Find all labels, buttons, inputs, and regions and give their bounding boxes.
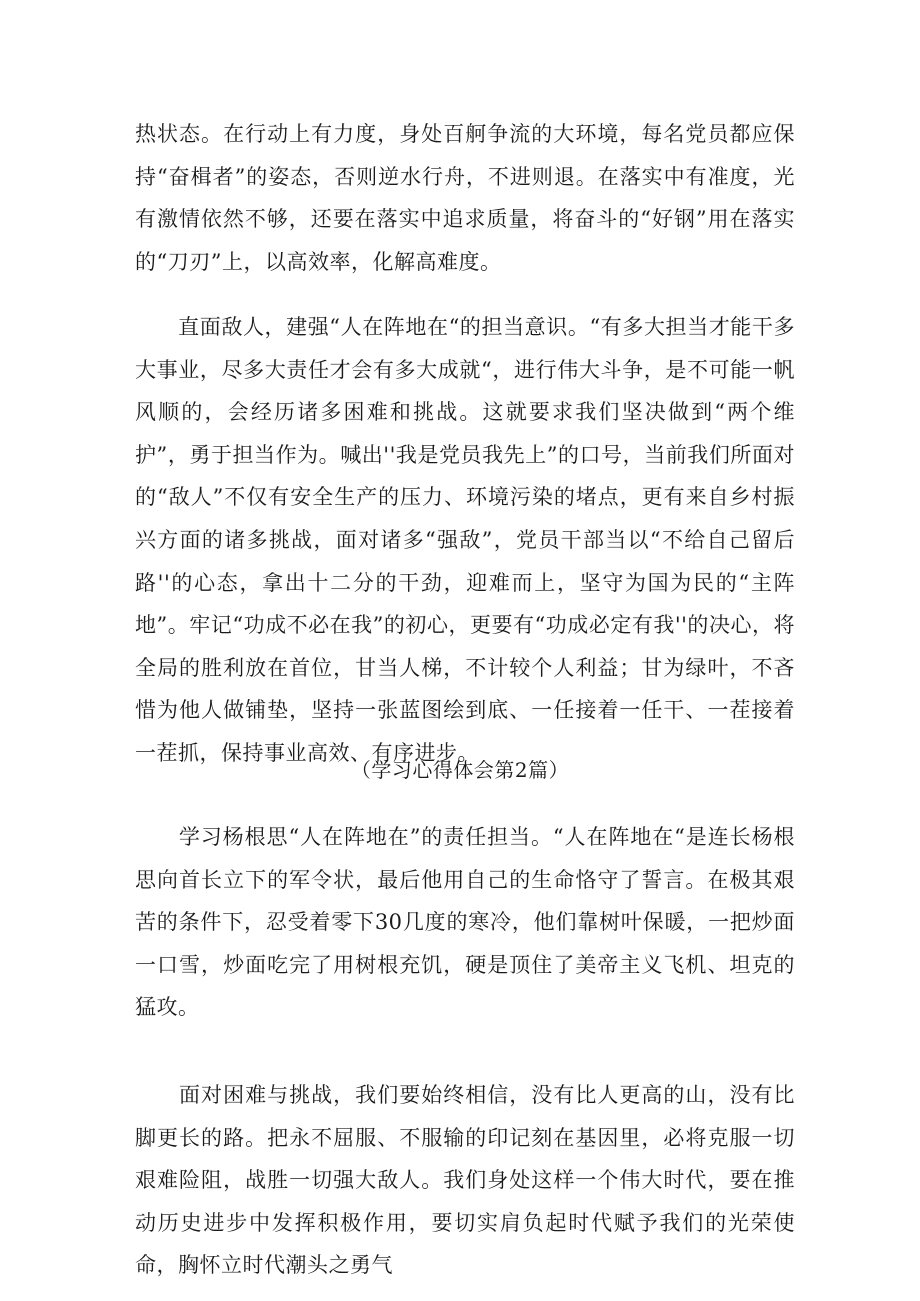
paragraph-3: 学习杨根思“人在阵地在”的责任担当。“人在阵地在“是连长杨根思向首长立下的军令状，最后他用自己的生命恪守了誓言。在极其艰苦的条件下，忍受着零下30几度的寒冷，他们靠树叶保暖，一把炒面一口雪，炒面吃完了用树根充饥，硬是顶住了美帝主义飞机、坦克的猛攻。 — [135, 825, 795, 1020]
section-heading: （学习心得体会第2篇） — [350, 758, 570, 782]
paragraph-1: 热状态。在行动上有力度，身处百舸争流的大环境，每名党员都应保持“奋楫者”的姿态，否则逆水行舟，不进则退。在落实中有准度，光有激情依然不够，还要在落实中追求质量，将奋斗的“好钢”用在落实的“刀刃”上，以高效率，化解高难度。 — [135, 122, 795, 274]
paragraph-4: 面对困难与挑战，我们要始终相信，没有比人更高的山，没有比脚更长的路。把永不屈服、不服输的印记刻在基因里，必将克服一切艰难险阻，战胜一切强大敌人。我们身处这样一个伟大时代，要在推动历史进步中发挥积极作用，要切实肩负起时代赋予我们的光荣使命，胸怀立时代潮头之勇气 — [135, 1083, 795, 1278]
paragraph-2: 直面敌人，建强“人在阵地在“的担当意识。“有多大担当才能干多大事业，尽多大责任才会有多大成就“，进行伟大斗争，是不可能一帆风顺的，会经历诸多困难和挑战。这就要求我们坚决做到“两个维护”，勇于担当作为。喊出''我是党员我先上”的口号，当前我们所面对的“敌人”不仅有安全生产的压力、环境污染的堵点，更有来自乡村振兴方面的诸多挑战，面对诸多“强敌”，党员干部当以“不给自己留后路''的心态，拿出十二分的干劲，迎难而上，坚守为国为民的“主阵地”。牢记“功成不必在我”的初心，更要有“功成必定有我''的决心，将全局的胜利放在首位，甘当人梯，不计较个人利益；甘为绿叶，不吝惜为他人做铺垫，坚持一张蓝图绘到底、一任接着一任干、一茬接着一茬抓，保持事业高效、有序进步。 — [135, 315, 795, 765]
